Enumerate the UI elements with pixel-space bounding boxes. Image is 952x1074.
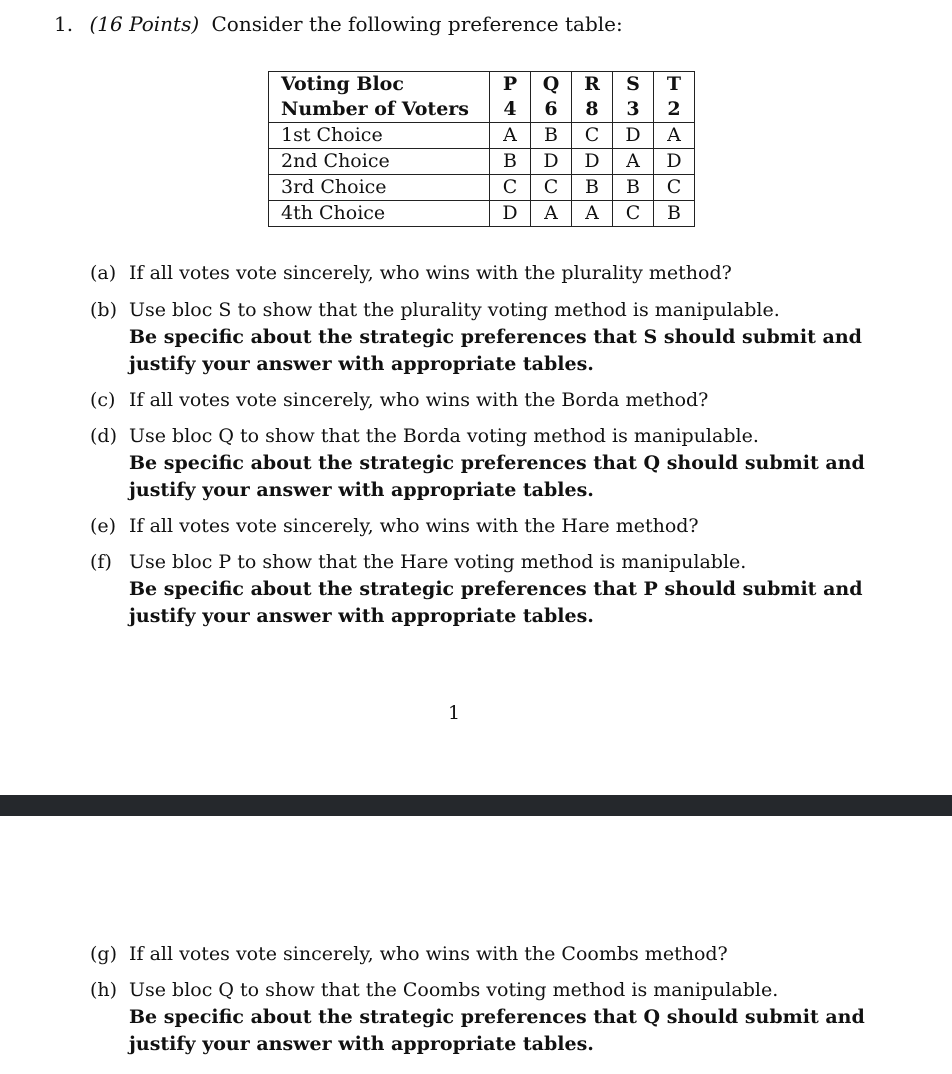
part-instruction: Be specific about the strategic preferences that Q should submit and justify your answer with appropriate tables. (129, 1006, 865, 1055)
bloc-name: R (572, 72, 613, 98)
choice-cell: D (490, 201, 531, 227)
part-label: (g) (90, 943, 117, 965)
choice-cell: C (531, 175, 572, 201)
voter-count: 8 (572, 97, 613, 123)
table-header-row-bloc (269, 72, 695, 98)
part-text: If all votes vote sincerely, who wins with the Hare method? (129, 515, 699, 537)
part-text: Use bloc P to show that the Hare voting method is manipulable. (129, 551, 747, 573)
part-text: If all votes vote sincerely, who wins with the Borda method? (129, 389, 709, 411)
part-instruction: Be specific about the strategic preferences that Q should submit and justify your answer with appropriate tables. (129, 452, 865, 501)
part-label: (h) (90, 979, 118, 1001)
choice-cell: A (613, 149, 654, 175)
bloc-name: S (613, 72, 654, 98)
choice-cell: C (572, 123, 613, 149)
bloc-name: Q (531, 72, 572, 98)
table-row (269, 201, 695, 227)
choice-cell: D (613, 123, 654, 149)
part-label: (b) (90, 299, 117, 321)
part-text: Use bloc Q to show that the Borda voting method is manipulable. (129, 425, 759, 447)
choice-cell: C (613, 201, 654, 227)
part-instruction: Be specific about the strategic preferences that P should submit and justify your answer with appropriate tables. (129, 578, 863, 627)
question-intro: Consider the following preference table: (211, 12, 623, 36)
part-label: (a) (90, 262, 117, 284)
part-text: If all votes vote sincerely, who wins with the Coombs method? (129, 943, 728, 965)
choice-cell: C (654, 175, 695, 201)
question-number: 1. (54, 12, 74, 36)
choice-cell: B (613, 175, 654, 201)
preference-table (268, 71, 695, 227)
part-text: Use bloc S to show that the plurality voting method is manipulable. (129, 299, 780, 321)
bloc-name: T (654, 72, 695, 98)
table-row (269, 123, 695, 149)
choice-cell: A (572, 201, 613, 227)
table-row (269, 175, 695, 201)
row-label: 4th Choice (269, 201, 490, 227)
part-instruction: Be specific about the strategic preferences that S should submit and justify your answer with appropriate tables. (129, 326, 862, 375)
voter-count: 4 (490, 97, 531, 123)
choice-cell: A (490, 123, 531, 149)
part-label: (d) (90, 425, 117, 447)
voter-count: 2 (654, 97, 695, 123)
page-break-divider (0, 795, 952, 816)
header-label-bloc: Voting Bloc (269, 72, 490, 98)
row-label: 3rd Choice (269, 175, 490, 201)
choice-cell: B (654, 201, 695, 227)
choice-cell: D (654, 149, 695, 175)
row-label: 1st Choice (269, 123, 490, 149)
choice-cell: B (531, 123, 572, 149)
page-number: 1 (448, 702, 461, 724)
header-label-voters: Number of Voters (269, 97, 490, 123)
table-row (269, 149, 695, 175)
part-text: Use bloc Q to show that the Coombs voting method is manipulable. (129, 979, 779, 1001)
choice-cell: C (490, 175, 531, 201)
choice-cell: B (572, 175, 613, 201)
choice-cell: A (531, 201, 572, 227)
part-label: (c) (90, 389, 116, 411)
choice-cell: B (490, 149, 531, 175)
question-heading (54, 10, 623, 38)
part-label: (e) (90, 515, 117, 537)
choice-cell: A (654, 123, 695, 149)
part-label: (f) (90, 551, 112, 573)
voter-count: 3 (613, 97, 654, 123)
row-label: 2nd Choice (269, 149, 490, 175)
choice-cell: D (531, 149, 572, 175)
table-header-row-voters (269, 97, 695, 123)
choice-cell: D (572, 149, 613, 175)
bloc-name: P (490, 72, 531, 98)
voter-count: 6 (531, 97, 572, 123)
question-points: (16 Points) (89, 12, 200, 36)
part-text: If all votes vote sincerely, who wins with the plurality method? (129, 262, 732, 284)
